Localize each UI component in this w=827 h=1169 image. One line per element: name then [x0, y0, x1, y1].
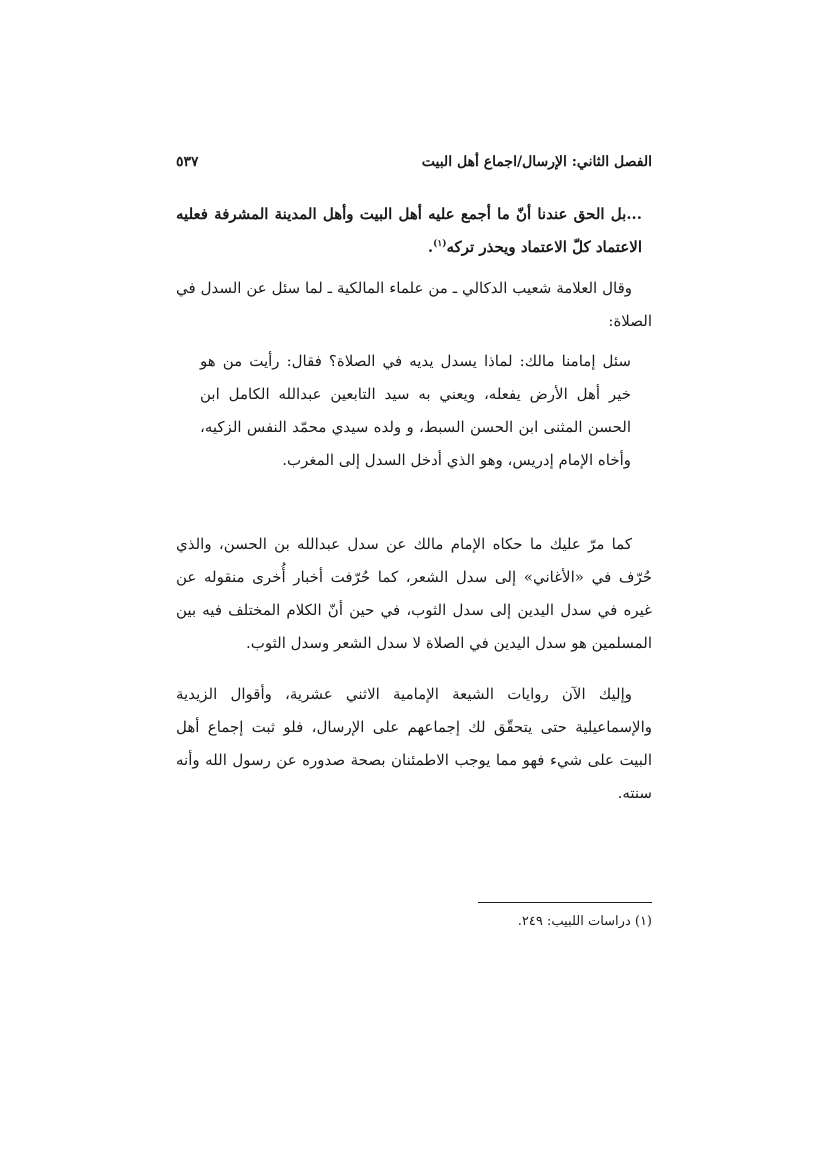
footnote: (١) دراسات اللبيب: ٢٤٩.: [517, 914, 652, 929]
document-page: [176, 0, 652, 1169]
running-title: الفصل الثاني: الإرسال/اجماع أهل البيت: [421, 154, 652, 170]
bold-quotation: ...بل الحق عندنا أنّ ما أجمع عليه أهل البيت وأهل المدينة المشرفة فعليه الاعتماد كلّ الاعتماد ويحذر تركه$^{(١)}$.: [176, 205, 642, 256]
page-header: [176, 154, 652, 178]
body-paragraph-3: وإليك الآن روايات الشيعة الإمامية الاثني عشرية، وأقوال الزيدية والإسماعيلية حتى يتحقّق لك إجماعهم على الإرسال، فلو ثبت إجماع أهل البيت على شيء فهو مما يوجب الاطمئنان بصحة صدوره عن رسول الله وأنه سنته.: [176, 685, 652, 802]
block-quotation: سئل إمامنا مالك: لماذا يسدل يديه في الصلاة؟ فقال: رأيت من هو خير أهل الأرض يفعله، ويعني به سيد التابعين عبدالله الكامل ابن الحسن المثنى ابن الحسن السبط، و ولده سيدي محمّد النفس الزكيه، وأخاه الإمام إدريس، وهو الذي أدخل السدل إلى المغرب.: [200, 352, 631, 469]
body-paragraph-1: وقال العلامة شعيب الدكالي ـ من علماء المالكية ـ لما سئل عن السدل في الصلاة:: [176, 279, 652, 330]
footnote-reference[interactable]: (١): [433, 239, 447, 249]
quotation-text: ...بل الحق عندنا أنّ ما أجمع عليه أهل البيت وأهل المدينة المشرفة فعليه الاعتماد كلّ الاعتماد ويحذر تركه: [176, 205, 642, 256]
footnote-divider: [478, 902, 652, 903]
page-number: ٥٣٧: [176, 154, 199, 170]
body-paragraph-2: كما مرّ عليك ما حكاه الإمام مالك عن سدل عبدالله بن الحسن، والذي حُرّف في «الأغاني» إلى سدل الشعر، كما حُرّفت أخبار أُخرى منقوله عن غيره في سدل اليدين إلى سدل الثوب، في حين أنّ الكلام المختلف فيه بين المسلمين هو سدل اليدين في الصلاة لا سدل الشعر وسدل الثوب.: [176, 535, 652, 652]
